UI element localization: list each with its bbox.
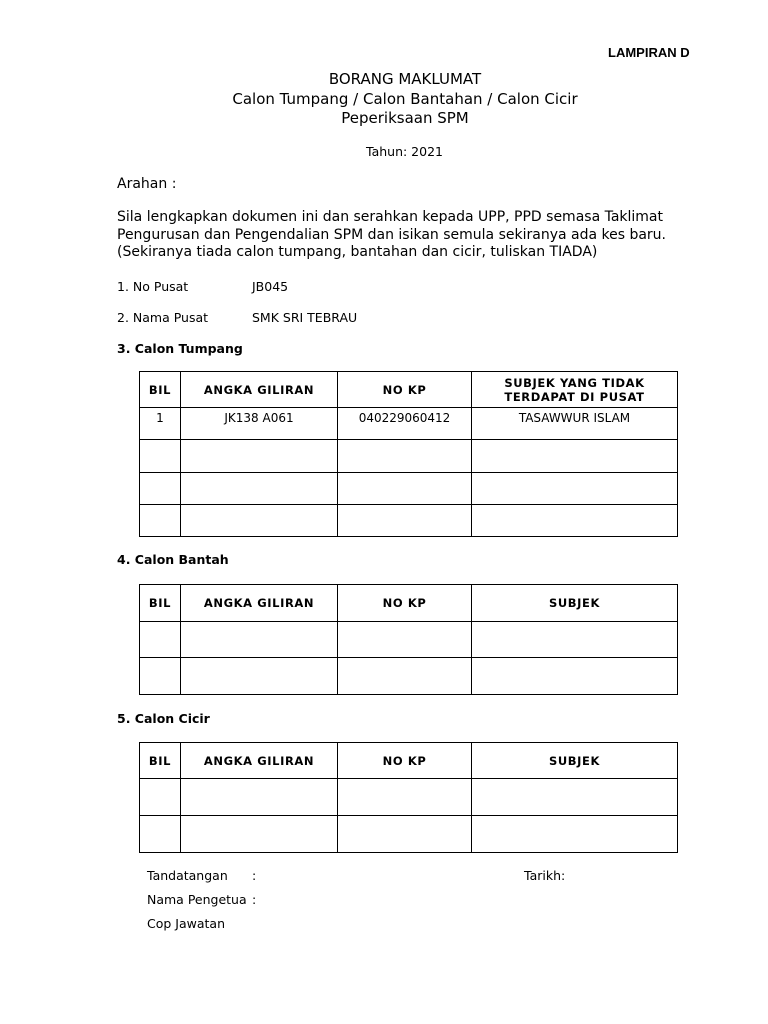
table-row (140, 473, 678, 505)
header-bil: BIL (140, 743, 181, 779)
empty-cell[interactable] (338, 473, 472, 505)
centre-name-value: SMK SRI TEBRAU (252, 310, 358, 325)
header-angka-giliran: ANGKA GILIRAN (181, 743, 338, 779)
empty-cell[interactable] (181, 658, 338, 695)
empty-cell[interactable] (140, 505, 181, 537)
lampiran-label: LAMPIRAN D (608, 45, 690, 60)
instructions-heading: Arahan : (117, 176, 177, 192)
empty-cell[interactable] (140, 622, 181, 658)
signature-label: Tandatangan (147, 868, 228, 883)
principal-name-colon: : (252, 892, 257, 907)
empty-cell[interactable] (472, 658, 678, 695)
table-row (140, 408, 678, 440)
empty-cell[interactable] (140, 816, 181, 853)
exam-name: Peperiksaan SPM (341, 109, 469, 127)
empty-cell[interactable] (472, 779, 678, 816)
instructions-line-2: Pengurusan dan Pengendalian SPM dan isikan semula sekiranya ada kes baru. (117, 227, 667, 243)
table-row (140, 622, 678, 658)
header-subjek-line-1: SUBJEK YANG TIDAK (504, 375, 645, 390)
cicir-table (139, 742, 678, 853)
cell-subjek: TASAWWUR ISLAM (472, 408, 678, 440)
empty-cell[interactable] (140, 473, 181, 505)
empty-cell[interactable] (181, 505, 338, 537)
empty-cell[interactable] (338, 505, 472, 537)
table-header-row (140, 743, 678, 779)
instructions-line-3: (Sekiranya tiada calon tumpang, bantahan dan cicir, tuliskan TIADA) (117, 244, 598, 260)
bantah-table (139, 584, 678, 695)
centre-number-label: 1. No Pusat (117, 279, 189, 294)
table-row (140, 505, 678, 537)
year-label: Tahun: 2021 (366, 144, 443, 159)
empty-cell[interactable] (181, 816, 338, 853)
section-tumpang-heading: 3. Calon Tumpang (117, 341, 243, 356)
header-angka-giliran: ANGKA GILIRAN (181, 585, 338, 622)
instructions-line-1: Sila lengkapkan dokumen ini dan serahkan kepada UPP, PPD semasa Taklimat (117, 209, 663, 225)
empty-cell[interactable] (472, 622, 678, 658)
header-no-kp: NO KP (338, 585, 472, 622)
table-row (140, 658, 678, 695)
header-subjek: SUBJEK (472, 585, 678, 622)
table-row (140, 816, 678, 853)
official-stamp-label: Cop Jawatan (147, 916, 225, 931)
header-subjek-line-2: TERDAPAT DI PUSAT (504, 389, 645, 404)
table-header-row (140, 585, 678, 622)
empty-cell[interactable] (140, 440, 181, 473)
empty-cell[interactable] (472, 473, 678, 505)
empty-cell[interactable] (181, 622, 338, 658)
cell-bil: 1 (140, 408, 181, 440)
empty-cell[interactable] (472, 440, 678, 473)
empty-cell[interactable] (338, 816, 472, 853)
table-row (140, 440, 678, 473)
empty-cell[interactable] (338, 779, 472, 816)
form-title: BORANG MAKLUMAT (328, 70, 482, 88)
empty-cell[interactable] (472, 505, 678, 537)
form-subtitle: Calon Tumpang / Calon Bantahan / Calon Cicir (232, 90, 578, 108)
empty-cell[interactable] (181, 779, 338, 816)
empty-cell[interactable] (140, 779, 181, 816)
table-header-row (140, 372, 678, 408)
tumpang-table (139, 371, 678, 537)
centre-number-value: JB045 (252, 279, 289, 294)
empty-cell[interactable] (472, 816, 678, 853)
section-cicir-heading: 5. Calon Cicir (117, 711, 210, 726)
empty-cell[interactable] (338, 440, 472, 473)
empty-cell[interactable] (338, 622, 472, 658)
cell-angka-giliran: JK138 A061 (181, 408, 338, 440)
date-label: Tarikh: (524, 868, 566, 883)
header-bil: BIL (140, 585, 181, 622)
header-subjek: SUBJEK (472, 743, 678, 779)
header-no-kp: NO KP (338, 372, 472, 408)
empty-cell[interactable] (181, 440, 338, 473)
empty-cell[interactable] (140, 658, 181, 695)
header-subjek-tidak-terdapat (472, 372, 678, 408)
section-bantah-heading: 4. Calon Bantah (117, 552, 229, 567)
cell-no-kp: 040229060412 (338, 408, 472, 440)
empty-cell[interactable] (338, 658, 472, 695)
centre-name-label: 2. Nama Pusat (117, 310, 209, 325)
header-bil: BIL (140, 372, 181, 408)
header-angka-giliran: ANGKA GILIRAN (181, 372, 338, 408)
table-row (140, 779, 678, 816)
signature-colon: : (252, 868, 257, 883)
header-no-kp: NO KP (338, 743, 472, 779)
empty-cell[interactable] (181, 473, 338, 505)
principal-name-label: Nama Pengetua (147, 892, 247, 907)
